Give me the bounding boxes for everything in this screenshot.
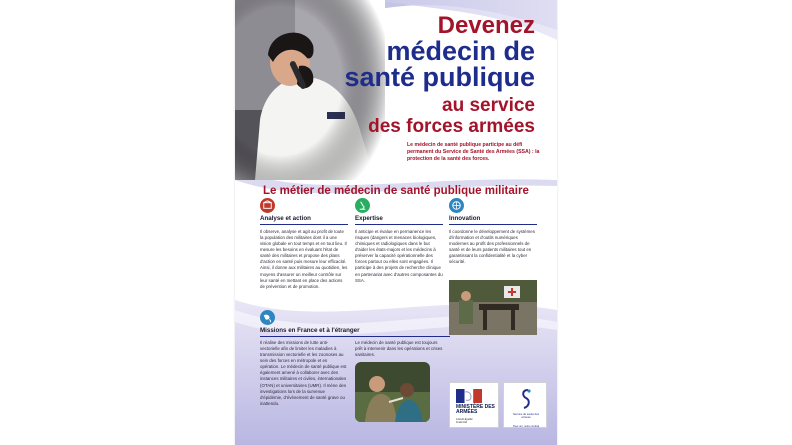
missions-photo — [355, 362, 430, 422]
brochure-page — [235, 0, 557, 445]
marianne-emblem — [456, 389, 482, 403]
innovation-photo — [449, 280, 537, 335]
title-sante-publique: santé publique — [344, 62, 535, 92]
missions-text-2: Le médecin de santé publique est toujours prêt à intervenir dans les opérations et crises sanitaires. — [355, 340, 443, 358]
globe-network-icon — [449, 198, 464, 213]
title-au-service: au service — [442, 95, 535, 116]
title-devenez: Devenez — [437, 12, 535, 39]
ssa-caption: Service de santé des armées — [512, 412, 540, 420]
ministry-name: MINISTÈRE DES ARMÉES — [456, 404, 495, 416]
missions-divider — [260, 336, 450, 337]
ssa-tagline: Tous uni, notre combat — [512, 425, 540, 428]
innovation-heading: Innovation — [449, 215, 481, 222]
title-des-forces-armees: des forces armées — [368, 116, 535, 137]
microscope-icon — [355, 198, 370, 213]
analyse-divider — [260, 224, 348, 225]
ssa-logo — [503, 382, 547, 428]
analyse-heading: Analyse et action — [260, 215, 311, 222]
title-medecin-de: médecin de — [386, 36, 535, 66]
building-icon — [260, 198, 275, 213]
expertise-divider — [355, 224, 443, 225]
ministry-logo — [449, 382, 499, 428]
expertise-text: Il anticipe et évalue en permanence les risques (dangers et menaces biologiques, chimiques et radiologiques dans le but d'aider les états-majors et les médecins à préserver la capacité opérationnelle des forces partout ou elles sont engagées. Il participe à des projets de recherche clinique en partenariat avec d'autres composantes du SSA. — [355, 229, 443, 283]
analyse-text: Il observe, analyse et agit au profit de toute la population des militaires dont il a une vision globale en tout temps et en tout lieu. Il mesure les besoins en évaluant l'état de santé des militaires et propose des plans d'action en santé puis mesure leur efficacité. Ainsi, il donne aux militaires au quotidien, les moyens d'assurer un meilleur contrôle sur leur santé en mettant en place des actions de prévention et de promotion. — [260, 229, 348, 289]
world-icon — [260, 310, 275, 325]
ministry-motto: Liberté Égalité Fraternité — [456, 418, 473, 424]
innovation-divider — [449, 224, 537, 225]
innovation-text: Il coordonne le développement de systèmes d'information et d'outils numériques modernes au profit des professionnels de santé et de leurs patients militaires tout en garantissant la confidentialité et la cyber sécurité. — [449, 229, 535, 265]
intro-text: Le médecin de santé publique participe au défi permanent du Service de Santé des Armées (SSA) : la protection de la santé des forces. — [407, 142, 540, 162]
missions-text: Il réalise des missions de lutte anti-vectorielle afin de limiter les maladies à transmission vectorielle et les zoonoses au sein des forces en métropole et en opération. Le médecin de santé publique est également amené à collaborer avec des instances militaires et civiles, internationales (OTAN) et universitaires (UMR). Il mène des investigations lors de la survenue d'épidémie, d'évènement de santé grave ou inattendu. — [260, 340, 347, 406]
section-title: Le métier de médecin de santé publique militaire — [263, 185, 529, 197]
missions-heading: Missions en France et à l'étranger — [260, 327, 360, 334]
ssa-emblem-icon — [518, 388, 534, 410]
expertise-heading: Expertise — [355, 215, 383, 222]
